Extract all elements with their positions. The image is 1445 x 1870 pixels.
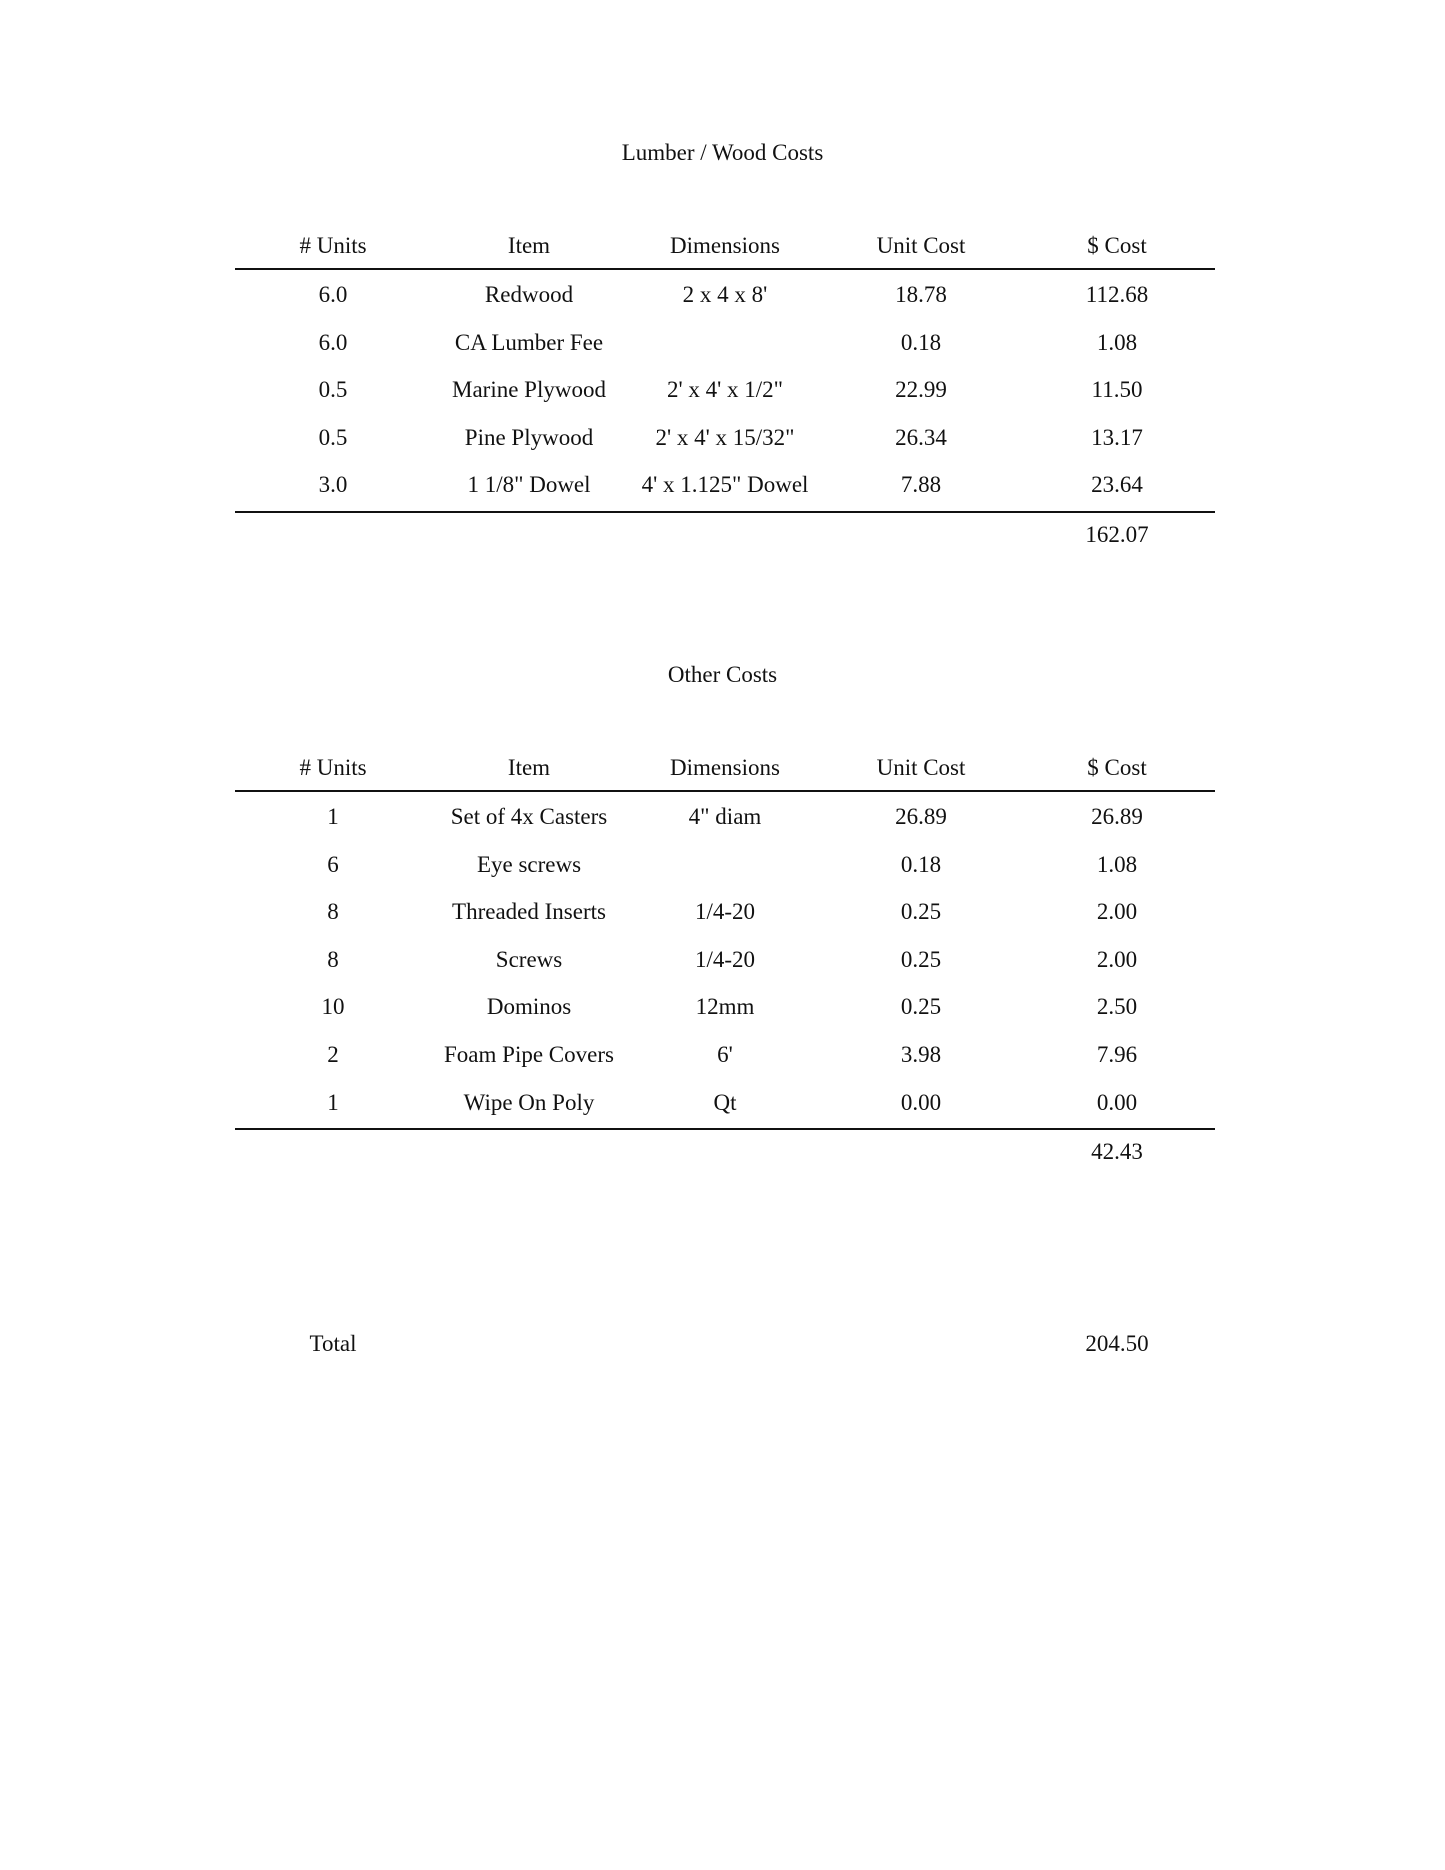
header-unit-cost: Unit Cost — [876, 233, 966, 258]
table-row — [235, 890, 1215, 938]
other-section-title: Other Costs — [667, 662, 778, 687]
cell-cost: 1.08 — [1096, 851, 1138, 877]
cell-cost: 2.50 — [1096, 994, 1138, 1020]
cell-units: 8 — [327, 899, 339, 925]
table-row — [235, 368, 1215, 416]
total-value: 204.50 — [1085, 1331, 1149, 1356]
header-item: Item — [507, 755, 551, 780]
cell-dimensions: 2' x 4' x 1/2" — [666, 377, 784, 403]
cell-unit-cost: 0.18 — [900, 851, 942, 877]
cell-units: 3.0 — [318, 472, 348, 498]
header-unit-cost: Unit Cost — [876, 755, 966, 780]
cell-dimensions: 1/4-20 — [694, 899, 756, 925]
cell-cost: 2.00 — [1096, 946, 1138, 972]
cell-units: 0.5 — [318, 424, 348, 450]
cell-item: Dominos — [486, 994, 572, 1020]
cell-unit-cost: 0.25 — [900, 899, 942, 925]
lumber-section-title: Lumber / Wood Costs — [621, 140, 824, 165]
lumber-cost-table — [235, 224, 1215, 557]
header-dimensions: Dimensions — [670, 233, 780, 258]
table-row — [235, 843, 1215, 891]
subtotal-row — [235, 1130, 1215, 1174]
table-row — [235, 273, 1215, 321]
cell-cost: 112.68 — [1085, 282, 1149, 307]
header-rule — [235, 268, 1215, 270]
table-row — [235, 795, 1215, 843]
table-row — [235, 985, 1215, 1033]
cell-item: Eye screws — [476, 851, 582, 877]
cell-unit-cost: 0.00 — [900, 1089, 942, 1115]
cell-dimensions: 1/4-20 — [694, 946, 756, 972]
cell-unit-cost: 0.25 — [900, 946, 942, 972]
cell-unit-cost: 22.99 — [895, 377, 947, 403]
cell-units: 6.0 — [318, 282, 348, 307]
cell-units: 2 — [327, 1041, 339, 1067]
cell-units: 6.0 — [318, 329, 348, 355]
cell-item: Set of 4x Casters — [450, 804, 608, 829]
cell-item: Redwood — [484, 282, 574, 307]
cell-item: Marine Plywood — [452, 377, 606, 403]
lumber-subtotal: 162.07 — [1085, 521, 1149, 547]
cell-cost: 2.00 — [1096, 899, 1138, 925]
cell-item: Threaded Inserts — [452, 899, 606, 925]
cell-unit-cost: 18.78 — [895, 282, 947, 307]
other-cost-table — [235, 746, 1215, 1174]
cell-dimensions: Qt — [713, 1089, 737, 1115]
cell-unit-cost: 0.25 — [900, 994, 942, 1020]
header-units: # Units — [299, 755, 367, 780]
cell-item: Screws — [495, 946, 563, 972]
cell-cost: 1.08 — [1096, 329, 1138, 355]
other-subtotal: 42.43 — [1091, 1139, 1143, 1165]
cell-dimensions: 2 x 4 x 8' — [682, 282, 768, 307]
cell-units: 10 — [321, 994, 345, 1020]
cell-item: Wipe On Poly — [463, 1089, 595, 1115]
cell-dimensions: 2' x 4' x 15/32" — [655, 424, 795, 450]
header-item: Item — [507, 233, 551, 258]
cell-unit-cost: 3.98 — [900, 1041, 942, 1067]
cell-item: Pine Plywood — [464, 424, 594, 450]
cell-cost: 0.00 — [1096, 1089, 1138, 1115]
cell-units: 1 — [327, 1089, 339, 1115]
grand-total-row — [235, 1322, 1215, 1366]
table-row — [235, 1081, 1215, 1129]
subtotal-row — [235, 513, 1215, 557]
cell-unit-cost: 0.18 — [900, 329, 942, 355]
header-units: # Units — [299, 233, 367, 258]
cell-unit-cost: 26.89 — [895, 804, 947, 829]
cell-dimensions: 4' x 1.125" Dowel — [641, 472, 809, 498]
cell-unit-cost: 26.34 — [895, 424, 947, 450]
cell-units: 8 — [327, 946, 339, 972]
cell-units: 0.5 — [318, 377, 348, 403]
table-header-row — [235, 224, 1215, 268]
cell-dimensions: 12mm — [695, 994, 755, 1020]
table-row — [235, 463, 1215, 511]
table-row — [235, 938, 1215, 986]
header-dimensions: Dimensions — [670, 755, 780, 780]
table-row — [235, 1033, 1215, 1081]
cell-item: Foam Pipe Covers — [444, 1041, 614, 1067]
cell-cost: 7.96 — [1096, 1041, 1138, 1067]
cell-cost: 11.50 — [1091, 377, 1143, 403]
header-cost: $ Cost — [1087, 233, 1147, 258]
cell-units: 6 — [327, 851, 339, 877]
table-row — [235, 321, 1215, 369]
cell-cost: 23.64 — [1091, 472, 1143, 498]
cell-units: 1 — [327, 804, 339, 829]
header-cost: $ Cost — [1087, 755, 1147, 780]
cell-dimensions: 4" diam — [688, 804, 762, 829]
cell-dimensions: 6' — [717, 1041, 733, 1067]
table-header-row — [235, 746, 1215, 790]
total-label: Total — [309, 1331, 357, 1356]
cell-item: 1 1/8" Dowel — [467, 472, 591, 498]
cell-cost: 13.17 — [1091, 424, 1143, 450]
cell-cost: 26.89 — [1091, 804, 1143, 829]
cell-unit-cost: 7.88 — [900, 472, 942, 498]
table-row — [235, 416, 1215, 464]
header-rule — [235, 790, 1215, 792]
cell-item: CA Lumber Fee — [454, 329, 604, 355]
